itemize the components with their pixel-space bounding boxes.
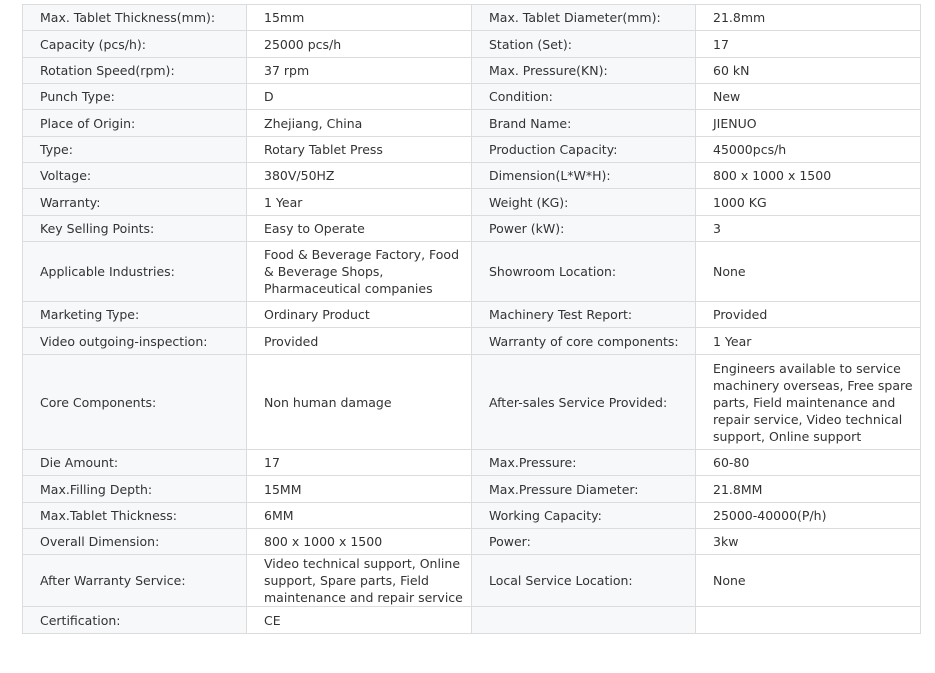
spec-label: After-sales Service Provided:: [472, 355, 696, 450]
spec-label: Power:: [472, 529, 696, 555]
table-row: [23, 189, 921, 216]
table-row: [23, 302, 921, 328]
spec-value: 15MM: [247, 476, 472, 503]
spec-label: Working Capacity:: [472, 503, 696, 529]
table-row: [23, 328, 921, 355]
spec-label: Key Selling Points:: [23, 216, 247, 242]
spec-value: Provided: [247, 328, 472, 355]
spec-value: [696, 607, 921, 634]
spec-label: Dimension(L*W*H):: [472, 163, 696, 189]
spec-label: Max.Pressure Diameter:: [472, 476, 696, 503]
table-row: [23, 84, 921, 110]
spec-value: 1 Year: [696, 328, 921, 355]
spec-value: 800 x 1000 x 1500: [696, 163, 921, 189]
table-row: [23, 31, 921, 58]
spec-label: Warranty:: [23, 189, 247, 216]
spec-label: Punch Type:: [23, 84, 247, 110]
spec-label: Showroom Location:: [472, 242, 696, 302]
spec-label: Max.Filling Depth:: [23, 476, 247, 503]
table-row: [23, 503, 921, 529]
spec-label: Die Amount:: [23, 450, 247, 476]
spec-value: Zhejiang, China: [247, 110, 472, 137]
spec-label: Place of Origin:: [23, 110, 247, 137]
spec-value: CE: [247, 607, 472, 634]
spec-value: 15mm: [247, 5, 472, 31]
table-row: [23, 607, 921, 634]
table-row: [23, 555, 921, 607]
spec-value: D: [247, 84, 472, 110]
spec-label: Brand Name:: [472, 110, 696, 137]
spec-value: Engineers available to service machinery overseas, Free spare parts, Field maintenance and repair service, Video technical support, Online support: [696, 355, 921, 450]
spec-label: Core Components:: [23, 355, 247, 450]
specifications-table-body: [23, 5, 921, 634]
spec-label: Type:: [23, 137, 247, 163]
spec-label: Max. Tablet Thickness(mm):: [23, 5, 247, 31]
specifications-table: [22, 4, 921, 634]
table-row: [23, 163, 921, 189]
spec-value: Easy to Operate: [247, 216, 472, 242]
spec-value: 21.8mm: [696, 5, 921, 31]
spec-value: Food & Beverage Factory, Food & Beverage Shops, Pharmaceutical companies: [247, 242, 472, 302]
spec-value: New: [696, 84, 921, 110]
spec-label: Marketing Type:: [23, 302, 247, 328]
spec-label: Rotation Speed(rpm):: [23, 58, 247, 84]
table-row: [23, 137, 921, 163]
spec-value: Rotary Tablet Press: [247, 137, 472, 163]
spec-value: 380V/50HZ: [247, 163, 472, 189]
table-row: [23, 450, 921, 476]
spec-label: Machinery Test Report:: [472, 302, 696, 328]
table-row: [23, 110, 921, 137]
spec-value: 3kw: [696, 529, 921, 555]
spec-label: Voltage:: [23, 163, 247, 189]
spec-label: Applicable Industries:: [23, 242, 247, 302]
spec-label: Local Service Location:: [472, 555, 696, 607]
spec-value: Provided: [696, 302, 921, 328]
table-row: [23, 216, 921, 242]
spec-value: None: [696, 242, 921, 302]
spec-value: JIENUO: [696, 110, 921, 137]
spec-label: Overall Dimension:: [23, 529, 247, 555]
spec-label: Max.Pressure:: [472, 450, 696, 476]
spec-label: Power (kW):: [472, 216, 696, 242]
spec-value: 60 kN: [696, 58, 921, 84]
spec-label: Max. Tablet Diameter(mm):: [472, 5, 696, 31]
spec-value: Non human damage: [247, 355, 472, 450]
spec-value: 25000 pcs/h: [247, 31, 472, 58]
spec-value: 6MM: [247, 503, 472, 529]
spec-value: 17: [696, 31, 921, 58]
spec-label: After Warranty Service:: [23, 555, 247, 607]
spec-value: 21.8MM: [696, 476, 921, 503]
spec-label: Condition:: [472, 84, 696, 110]
table-row: [23, 242, 921, 302]
spec-value: 800 x 1000 x 1500: [247, 529, 472, 555]
spec-value: 45000pcs/h: [696, 137, 921, 163]
spec-value: 25000-40000(P/h): [696, 503, 921, 529]
spec-label: Warranty of core components:: [472, 328, 696, 355]
spec-value: 37 rpm: [247, 58, 472, 84]
spec-label: Max. Pressure(KN):: [472, 58, 696, 84]
spec-label: Capacity (pcs/h):: [23, 31, 247, 58]
spec-value: Ordinary Product: [247, 302, 472, 328]
spec-label: Max.Tablet Thickness:: [23, 503, 247, 529]
spec-value: 60-80: [696, 450, 921, 476]
spec-value: None: [696, 555, 921, 607]
spec-value: 1 Year: [247, 189, 472, 216]
spec-value: 3: [696, 216, 921, 242]
spec-label: Video outgoing-inspection:: [23, 328, 247, 355]
table-row: [23, 5, 921, 31]
spec-value: Video technical support, Online support, Spare parts, Field maintenance and repair service: [247, 555, 472, 607]
table-row: [23, 58, 921, 84]
spec-label: Station (Set):: [472, 31, 696, 58]
table-row: [23, 355, 921, 450]
spec-value: 1000 KG: [696, 189, 921, 216]
spec-label: [472, 607, 696, 634]
table-row: [23, 476, 921, 503]
spec-value: 17: [247, 450, 472, 476]
table-row: [23, 529, 921, 555]
spec-label: Weight (KG):: [472, 189, 696, 216]
spec-label: Certification:: [23, 607, 247, 634]
spec-label: Production Capacity:: [472, 137, 696, 163]
